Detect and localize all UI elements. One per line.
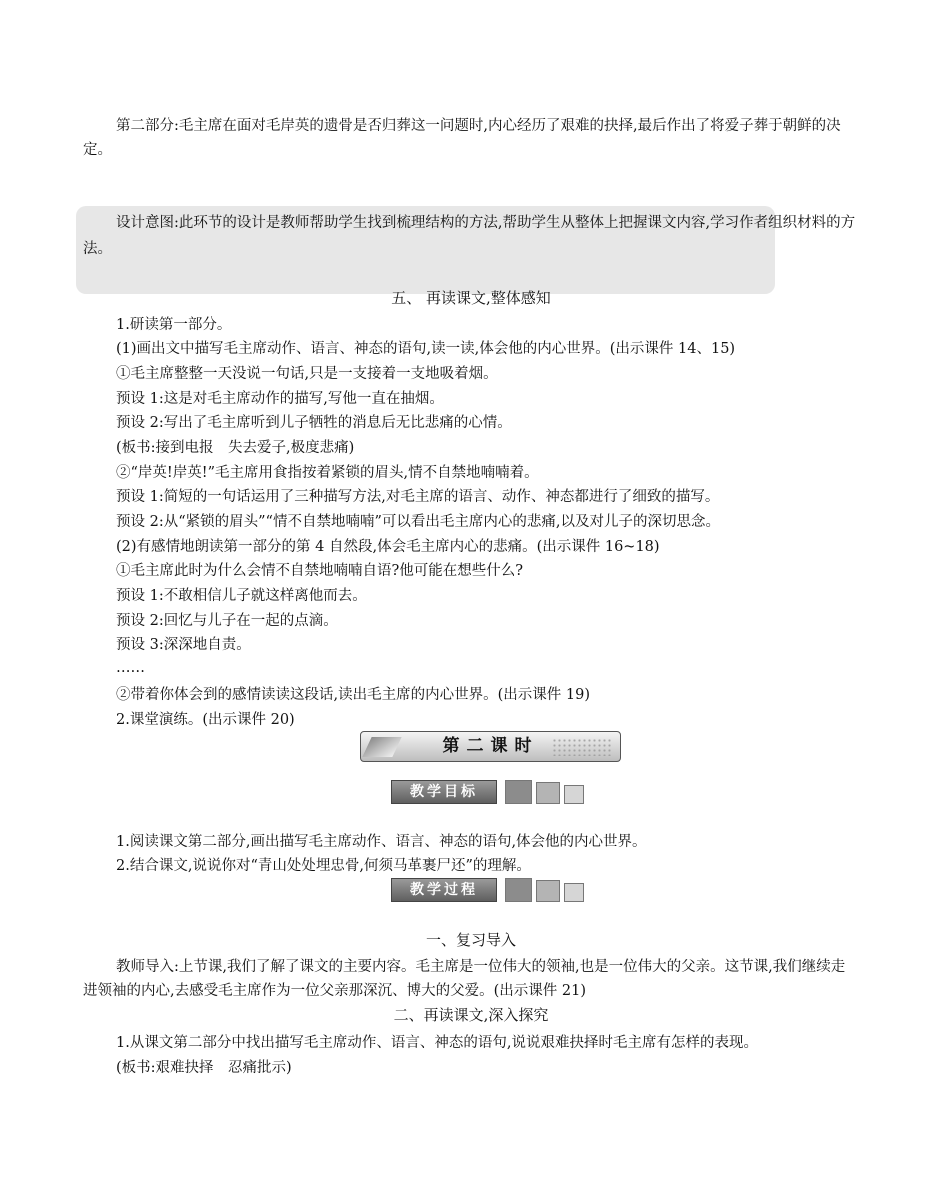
tag-square xyxy=(564,785,584,804)
tag-square xyxy=(536,880,560,902)
list-item: (板书:接到电报 失去爱子,极度悲痛) xyxy=(116,440,355,456)
tag-square xyxy=(564,883,584,902)
list-item: (2)有感情地朗读第一部分的第 4 自然段,体会毛主席内心的悲痛。(出示课件 16~18) xyxy=(116,539,660,555)
list-item: (1)画出文中描写毛主席动作、语言、神态的语句,读一读,体会他的内心世界。(出示课件 14、15) xyxy=(116,341,736,357)
section1-heading: 一、复习导入 xyxy=(425,931,516,949)
section5-heading: 五、 再读课文,整体感知 xyxy=(391,289,551,307)
list-item: (板书:艰难抉择 忍痛批示) xyxy=(116,1060,292,1076)
section1-text: 教师导入:上节课,我们了解了课文的主要内容。毛主席是一位伟大的领袖,也是一位伟大的父亲。这节课,我们继续走进领袖的内心,去感受毛主席作为一位父亲那深沉、博大的父爱。(出示课件 21) xyxy=(83,959,846,999)
tag-square xyxy=(505,780,532,804)
tag-square xyxy=(505,878,532,902)
objective-item: 1.阅读课文第二部分,画出描写毛主席动作、语言、神态的语句,体会他的内心世界。 xyxy=(116,834,647,850)
list-item: ①毛主席整整一天没说一句话,只是一支接着一支地吸着烟。 xyxy=(116,366,498,382)
list-item: …… xyxy=(116,660,145,676)
list-item: 预设 2:回忆与儿子在一起的点滴。 xyxy=(116,613,338,629)
section2-heading: 二、再读课文,深入探究 xyxy=(393,1006,549,1024)
tag-square xyxy=(536,782,560,804)
list-item: 2.课堂演练。(出示课件 20) xyxy=(116,712,295,728)
design-intent-text: 设计意图:此环节的设计是教师帮助学生找到梳理结构的方法,帮助学生从整体上把握课文内容,学习作者组织材料的方法。 xyxy=(83,215,856,257)
objective-item: 2.结合课文,说说你对“青山处处埋忠骨,何须马革裹尸还”的理解。 xyxy=(116,858,531,874)
list-item: 预设 2:写出了毛主席听到儿子牺牲的消息后无比悲痛的心情。 xyxy=(116,415,512,431)
list-item: 预设 2:从“紧锁的眉头”“情不自禁地喃喃”可以看出毛主席内心的悲痛,以及对儿子的深切思念。 xyxy=(116,514,720,530)
objectives-label: 教学目标 xyxy=(391,780,497,804)
list-item: 预设 1:这是对毛主席动作的描写,写他一直在抽烟。 xyxy=(116,391,444,407)
list-item: 预设 3:深深地自责。 xyxy=(116,637,251,653)
part2-summary: 第二部分:毛主席在面对毛岸英的遗骨是否归葬这一问题时,内心经历了艰难的抉择,最后作出了将爱子葬于朝鲜的决定。 xyxy=(83,118,841,158)
process-label: 教学过程 xyxy=(391,878,497,902)
list-item: ②“岸英!岸英!”毛主席用食指按着紧锁的眉头,情不自禁地喃喃着。 xyxy=(116,465,539,481)
lesson2-banner xyxy=(360,731,621,762)
lesson2-title: 第二课时 xyxy=(442,736,539,756)
list-item: 预设 1:不敢相信儿子就这样离他而去。 xyxy=(116,588,367,604)
list-item: 预设 1:简短的一句话运用了三种描写方法,对毛主席的语言、动作、神态都进行了细致的描写。 xyxy=(116,489,720,505)
list-item: ②带着你体会到的感情读读这段话,读出毛主席的内心世界。(出示课件 19) xyxy=(116,687,590,703)
list-item: ①毛主席此时为什么会情不自禁地喃喃自语?他可能在想些什么? xyxy=(116,563,524,579)
list-item: 1.研读第一部分。 xyxy=(116,317,232,333)
list-item: 1.从课文第二部分中找出描写毛主席动作、语言、神态的语句,说说艰难抉择时毛主席有怎样的表现。 xyxy=(116,1035,758,1051)
